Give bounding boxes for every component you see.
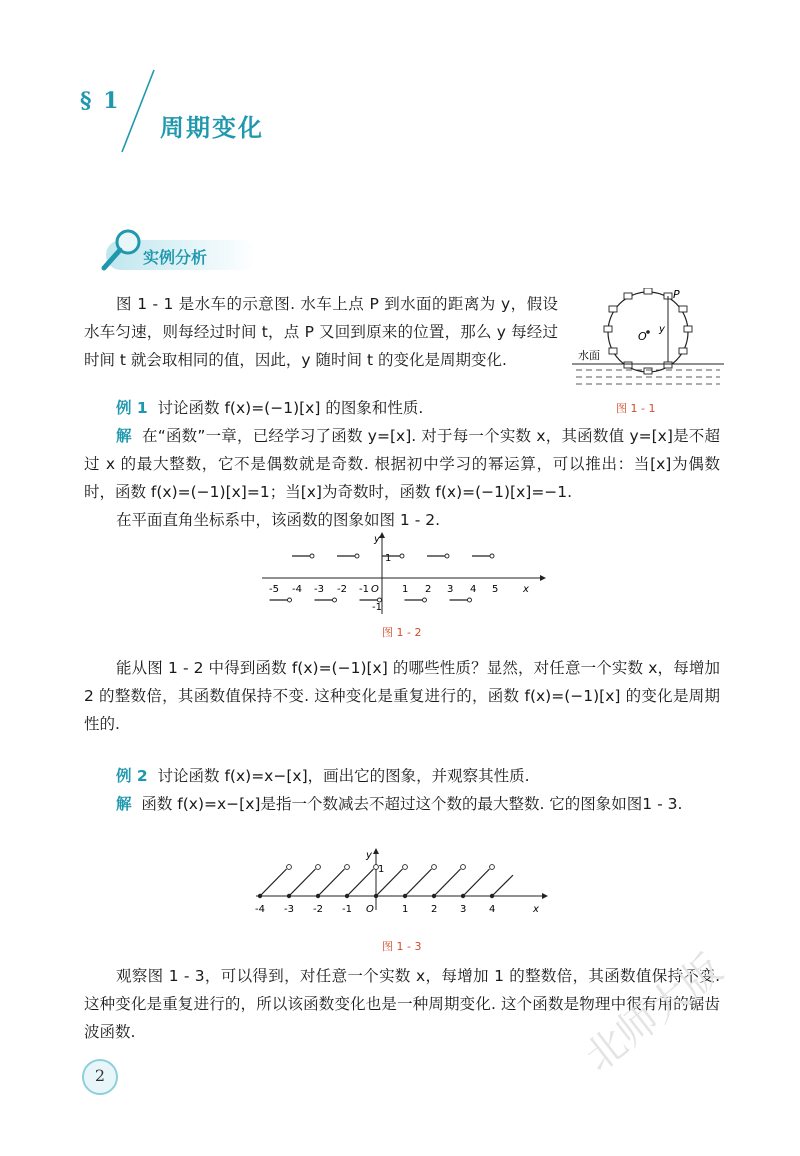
open-endpoint — [288, 598, 292, 602]
open-endpoint — [374, 865, 379, 870]
fig2-xtick: -1 — [359, 584, 369, 595]
example1-solution-label: 解 — [116, 427, 132, 445]
fig2-xtick: -5 — [269, 584, 279, 595]
figure-sawtooth-graph — [252, 848, 552, 928]
fig2-xtick: 1 — [402, 584, 409, 595]
sawtooth-segment — [463, 869, 490, 896]
open-endpoint — [468, 598, 472, 602]
closed-endpoint — [316, 894, 320, 898]
open-endpoint — [400, 554, 404, 558]
fig2-xtick: 2 — [425, 584, 432, 595]
example1-solution: 在“函数”一章，已经学习了函数 y=[x]. 对于每一个实数 x，其函数值 y=[x]是不超过 x 的最大整数，它不是偶数就是奇数. 根据初中学习的幂运算，可以推出：当[x]为偶数时，函数 f(x)=(−1)[x]=1；当[x]为奇数时，函数 f(x)=(−1)[x]=−1. — [84, 427, 720, 501]
figure2-caption: 图 1 - 2 — [382, 626, 422, 639]
sawtooth-segments — [258, 865, 513, 899]
fig3-y-label: y — [366, 850, 372, 861]
open-endpoint — [403, 865, 408, 870]
example2-solution: 函数 f(x)=x−[x]是指一个数减去不超过这个数的最大整数. 它的图象如图1 - 3. — [141, 795, 683, 813]
closed-endpoint — [374, 894, 378, 898]
fig2-origin-label: O — [371, 584, 379, 595]
open-endpoint — [345, 865, 350, 870]
open-endpoint — [461, 865, 466, 870]
wheel-center-label: O — [638, 330, 647, 343]
example1-conclusion: 能从图 1 - 2 中得到函数 f(x)=(−1)[x] 的哪些性质？显然，对任意一个实数 x，每增加 2 的整数倍，其函数值保持不变. 这种变化是重复进行的，函数 f(x)=(−1)[x] 的变化是周期性的. — [84, 659, 720, 733]
sawtooth-segment — [260, 869, 287, 896]
figure3-caption: 图 1 - 3 — [382, 940, 422, 953]
sawtooth-segment — [434, 869, 461, 896]
open-endpoint — [316, 865, 321, 870]
example2-statement: 讨论函数 f(x)=x−[x]，画出它的图象，并观察其性质. — [157, 767, 530, 785]
fig2-x-label: x — [523, 584, 529, 595]
example1-statement: 讨论函数 f(x)=(−1)[x] 的图象和性质. — [157, 399, 424, 417]
fig3-xtick: 1 — [402, 904, 409, 915]
fig3-xtick: -2 — [313, 904, 323, 915]
intro-paragraph — [84, 290, 558, 374]
closed-endpoint — [345, 894, 349, 898]
fig3-xtick: -3 — [284, 904, 294, 915]
example2-solution-label: 解 — [116, 795, 132, 813]
fig2-xtick: -2 — [337, 584, 347, 595]
closed-endpoint — [287, 894, 291, 898]
example1-block — [84, 394, 720, 534]
fig3-ytick-1: 1 — [378, 864, 385, 875]
fig3-xtick: 3 — [460, 904, 467, 915]
fig3-origin-label: O — [366, 904, 374, 915]
sawtooth-segment — [492, 875, 513, 896]
open-endpoint — [423, 598, 427, 602]
intro-text: 图 1 - 1 是水车的示意图. 水车上点 P 到水面的距离为 y，假设水车匀速，则每经过时间 t，点 P 又回到原来的位置，那么 y 每经过时间 t 就会取相同的值，因此，y 随时间 t 的变化是周期变化. — [84, 295, 558, 369]
figure-step-graph — [258, 530, 548, 620]
fig2-xtick: -3 — [314, 584, 324, 595]
badge-label: 实例分析 — [143, 248, 208, 267]
figure1-caption: 图 1 - 1 — [616, 402, 656, 415]
page-number: 2 — [82, 1059, 118, 1095]
open-endpoint — [310, 554, 314, 558]
fig2-xtick: -4 — [292, 584, 302, 595]
water-label: 水面 — [578, 349, 600, 362]
fig2-xtick: 5 — [492, 584, 499, 595]
sawtooth-segment — [289, 869, 316, 896]
fig3-xtick: 2 — [431, 904, 438, 915]
fig2-y-label: y — [374, 534, 380, 545]
example2-conclusion: 观察图 1 - 3，可以得到，对任意一个实数 x，每增加 1 的整数倍，其函数值保持不变. 这种变化是重复进行的，所以该函数变化也是一种周期变化. 这个函数是物理中很有用的锯齿波函数. — [84, 967, 720, 1041]
closed-endpoint — [432, 894, 436, 898]
wheel-height-label: y — [659, 324, 665, 335]
open-endpoint — [490, 554, 494, 558]
fig2-ytick-1: 1 — [385, 553, 392, 564]
closed-endpoint — [490, 894, 494, 898]
section-number: § 1 — [80, 88, 121, 114]
sawtooth-segment — [405, 869, 432, 896]
fig3-xtick: -4 — [255, 904, 265, 915]
example2-label: 例 2 — [116, 767, 148, 785]
closed-endpoint — [403, 894, 407, 898]
fig3-x-label: x — [533, 904, 539, 915]
open-endpoint — [355, 554, 359, 558]
example1-graph-intro: 在平面直角坐标系中，该函数的图象如图 1 - 2. — [116, 511, 441, 529]
section-title: 周期变化 — [160, 114, 264, 142]
example1-label: 例 1 — [116, 399, 148, 417]
sawtooth-segment — [347, 869, 374, 896]
fig2-ytick-neg1: -1 — [372, 602, 382, 613]
closed-endpoint — [258, 894, 262, 898]
fig2-xtick: 3 — [447, 584, 454, 595]
open-endpoint — [490, 865, 495, 870]
open-endpoint — [378, 598, 382, 602]
sawtooth-segment — [318, 869, 345, 896]
wheel-point-label: P — [673, 288, 680, 301]
fig3-xtick: 4 — [489, 904, 496, 915]
example1-conclusion-block — [84, 654, 720, 738]
closed-endpoint — [461, 894, 465, 898]
watermark: 北师大版 — [576, 946, 731, 1081]
open-endpoint — [287, 865, 292, 870]
example2-block — [84, 762, 720, 818]
open-endpoint — [432, 865, 437, 870]
fig3-xtick: -1 — [342, 904, 352, 915]
open-endpoint — [333, 598, 337, 602]
section-divider — [118, 68, 158, 154]
figure-water-wheel — [572, 288, 724, 388]
open-endpoint — [445, 554, 449, 558]
fig2-xtick: 4 — [470, 584, 477, 595]
